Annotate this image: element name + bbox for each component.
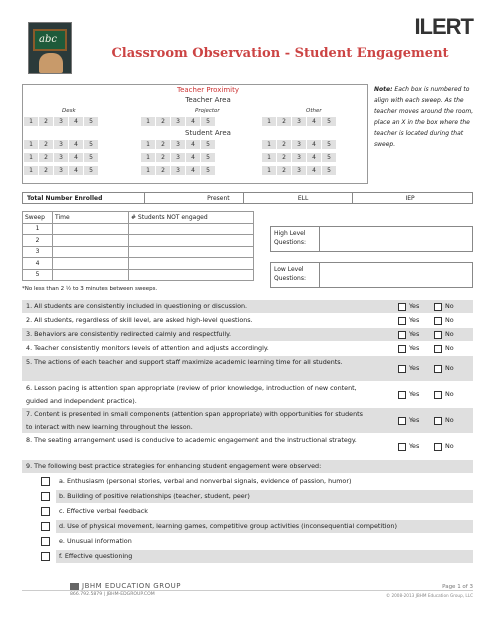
proximity-cell[interactable]: 4	[186, 153, 201, 162]
footer-brand	[70, 582, 181, 590]
strategy-item	[22, 549, 473, 564]
no-checkbox[interactable]	[434, 391, 442, 399]
proximity-cell[interactable]: 1	[262, 140, 277, 149]
time-cell[interactable]	[53, 235, 129, 247]
total-enrolled-field[interactable]: Total Number Enrolled	[23, 193, 145, 203]
jbhm-logo-icon	[70, 583, 79, 590]
observation-item	[22, 314, 473, 328]
proximity-cell[interactable]: 3	[171, 153, 186, 162]
proximity-cell[interactable]: 4	[307, 140, 322, 149]
other-label: Other	[306, 108, 322, 114]
proximity-cell[interactable]: 2	[277, 153, 292, 162]
proximity-cell[interactable]: 2	[156, 153, 171, 162]
observation-item	[22, 300, 473, 314]
proximity-cell[interactable]: 5	[322, 117, 337, 126]
student-area-label: Student Area	[185, 129, 231, 137]
proximity-cell[interactable]: 2	[277, 140, 292, 149]
ell-field[interactable]: ELL	[244, 193, 354, 203]
proximity-cell[interactable]: 4	[307, 166, 322, 175]
proximity-cell[interactable]: 1	[141, 153, 156, 162]
student-area-row	[24, 140, 99, 149]
proximity-cell[interactable]: 3	[292, 166, 307, 175]
footer-brand-text: JBHM EDUCATION GROUP	[82, 582, 181, 590]
page-title: Classroom Observation - Student Engagement	[111, 46, 449, 61]
proximity-cell[interactable]: 1	[24, 140, 39, 149]
time-cell[interactable]	[53, 246, 129, 258]
yes-label: Yes	[409, 416, 420, 424]
observation-item	[22, 460, 473, 474]
sweep-number: 5	[23, 269, 53, 281]
observation-item	[22, 328, 473, 342]
ilert-logo	[414, 14, 473, 40]
strategy-item	[22, 504, 473, 519]
proximity-cell[interactable]: 3	[171, 117, 186, 126]
proximity-cell[interactable]: 4	[69, 166, 84, 175]
proximity-cell[interactable]: 2	[156, 117, 171, 126]
no-checkbox[interactable]	[434, 317, 442, 325]
iep-field[interactable]: IEP	[405, 195, 415, 202]
observation-item	[22, 356, 473, 382]
footer-divider	[22, 590, 473, 591]
footer-copyright: © 2008-2013 JBHM Education Group, LLC	[385, 593, 473, 598]
proximity-cell[interactable]: 5	[201, 153, 216, 162]
proximity-cell[interactable]: 2	[39, 153, 54, 162]
proximity-cell[interactable]: 4	[307, 117, 322, 126]
proximity-cell[interactable]: 4	[69, 140, 84, 149]
proximity-cell[interactable]: 5	[322, 166, 337, 175]
sweep-number: 3	[23, 246, 53, 258]
yes-label: Yes	[409, 390, 420, 398]
observation-item	[22, 342, 473, 356]
proximity-cell[interactable]: 3	[171, 140, 186, 149]
sweep-table	[22, 211, 254, 281]
no-label: No	[445, 364, 454, 372]
footer-contact: 866.792.5879 | JBHM-EDGROUP.COM	[70, 592, 155, 597]
yes-label: Yes	[409, 442, 420, 450]
proximity-cell[interactable]: 2	[156, 166, 171, 175]
projector-label: Projector	[195, 108, 220, 114]
student-area-row	[141, 166, 216, 175]
proximity-cell[interactable]: 4	[307, 153, 322, 162]
proximity-cell[interactable]: 5	[201, 166, 216, 175]
no-checkbox[interactable]	[434, 365, 442, 373]
proximity-note	[374, 84, 474, 150]
sweep-number: 4	[23, 258, 53, 270]
yes-label: Yes	[409, 364, 420, 372]
item-text: 6. Lesson pacing is attention span appropriate (review of prior knowledge, introduction of new content, guided and independent practice).	[26, 384, 357, 405]
proximity-cell[interactable]: 1	[262, 166, 277, 175]
teacher-area-row	[24, 117, 99, 126]
proximity-cell[interactable]: 3	[292, 153, 307, 162]
not-engaged-cell[interactable]	[129, 235, 254, 247]
yes-checkbox[interactable]	[398, 417, 406, 425]
no-label: No	[445, 302, 454, 310]
proximity-cell[interactable]: 2	[39, 140, 54, 149]
desk-label: Desk	[62, 108, 76, 114]
proximity-cell[interactable]: 4	[186, 117, 201, 126]
student-area-row	[262, 166, 337, 175]
time-header: Time	[53, 212, 129, 224]
observation-item	[22, 434, 473, 460]
sweep-number: 1	[23, 223, 53, 235]
proximity-cell[interactable]: 5	[84, 140, 99, 149]
strategy-text: d. Use of physical movement, learning games, competitive group activities (inconsequential competition)	[56, 520, 473, 533]
proximity-cell[interactable]: 1	[262, 117, 277, 126]
item-text: 4. Teacher consistently monitors levels of attention and adjusts accordingly.	[26, 344, 269, 352]
proximity-cell[interactable]: 3	[292, 117, 307, 126]
strategy-item	[22, 519, 473, 534]
strategy-text: b. Building of positive relationships (teacher, student, peer)	[56, 490, 473, 503]
no-label: No	[445, 316, 454, 324]
proximity-cell[interactable]: 5	[201, 117, 216, 126]
proximity-cell[interactable]: 1	[24, 117, 39, 126]
strategy-checkbox[interactable]	[41, 537, 50, 546]
proximity-cell[interactable]: 1	[262, 153, 277, 162]
proximity-cell[interactable]: 5	[322, 153, 337, 162]
no-checkbox[interactable]	[434, 345, 442, 353]
item-text: 2. All students, regardless of skill level, are asked high-level questions.	[26, 316, 253, 324]
not-engaged-cell[interactable]	[129, 223, 254, 235]
proximity-cell[interactable]: 4	[186, 166, 201, 175]
proximity-cell[interactable]: 3	[54, 140, 69, 149]
teacher-area-row	[262, 117, 337, 126]
sweep-number: 2	[23, 235, 53, 247]
table-row	[23, 235, 254, 247]
proximity-cell[interactable]: 4	[69, 117, 84, 126]
yes-label: Yes	[409, 330, 420, 338]
yes-checkbox[interactable]	[398, 443, 406, 451]
no-label: No	[445, 330, 454, 338]
no-checkbox[interactable]	[434, 443, 442, 451]
abc-classroom-logo	[28, 22, 72, 74]
proximity-cell[interactable]: 3	[171, 166, 186, 175]
teacher-area-row	[141, 117, 216, 126]
student-area-row	[262, 153, 337, 162]
strategy-item	[22, 474, 473, 489]
student-area-row	[262, 140, 337, 149]
yes-checkbox[interactable]	[398, 303, 406, 311]
proximity-cell[interactable]: 3	[54, 166, 69, 175]
yes-checkbox[interactable]	[398, 317, 406, 325]
proximity-cell[interactable]: 4	[186, 140, 201, 149]
yes-label: Yes	[409, 316, 420, 324]
page-number: Page 1 of 3	[442, 584, 473, 590]
no-checkbox[interactable]	[434, 417, 442, 425]
proximity-cell[interactable]: 1	[141, 166, 156, 175]
proximity-cell[interactable]: 2	[39, 166, 54, 175]
table-row	[23, 258, 254, 270]
no-checkbox[interactable]	[434, 303, 442, 311]
yes-label: Yes	[409, 302, 420, 310]
strategy-text: e. Unusual information	[59, 537, 132, 545]
observation-item	[22, 382, 473, 408]
present-field[interactable]: Present	[145, 193, 244, 203]
high-level-questions-input[interactable]	[320, 226, 473, 252]
strategy-item	[22, 534, 473, 549]
item-text: 8. The seating arrangement used is conducive to academic engagement and the instructional strategy.	[26, 436, 357, 444]
proximity-cell[interactable]: 5	[84, 117, 99, 126]
no-checkbox[interactable]	[434, 331, 442, 339]
table-row	[23, 246, 254, 258]
time-cell[interactable]	[53, 258, 129, 270]
strategy-text: f. Effective questioning	[56, 550, 473, 563]
proximity-cell[interactable]: 3	[54, 117, 69, 126]
note-text: Each box is numbered to align with each sweep. As the teacher moves around the room, place an X in the box where the teacher is located during that sweep.	[374, 86, 474, 148]
yes-checkbox[interactable]	[398, 331, 406, 339]
proximity-cell[interactable]: 3	[54, 153, 69, 162]
strategy-text: a. Enthusiasm (personal stories, verbal and nonverbal signals, evidence of passion, humor)	[59, 477, 352, 485]
proximity-cell[interactable]: 2	[156, 140, 171, 149]
no-label: No	[445, 416, 454, 424]
low-level-questions-input[interactable]	[320, 262, 473, 288]
enrollment-totals-row	[22, 192, 473, 204]
item-text: 7. Content is presented in small components (attention span appropriate) with opportunities for students to interact with new learning throughout the lesson.	[26, 410, 363, 431]
yes-checkbox[interactable]	[398, 345, 406, 353]
strategy-text: c. Effective verbal feedback	[59, 507, 148, 515]
strategy-item	[22, 489, 473, 504]
proximity-cell[interactable]: 1	[141, 117, 156, 126]
item-text: 9. The following best practice strategies for enhancing student engagement were observed:	[26, 462, 322, 470]
high-level-questions-label: High Level Questions:	[270, 226, 320, 252]
not-engaged-cell[interactable]	[129, 246, 254, 258]
logo-board-text: abc	[39, 34, 57, 45]
no-label: No	[445, 390, 454, 398]
proximity-cell[interactable]: 2	[277, 117, 292, 126]
student-area-row	[141, 153, 216, 162]
teacher-area-label: Teacher Area	[185, 96, 231, 104]
proximity-cell[interactable]: 1	[24, 166, 39, 175]
strategy-checkbox[interactable]	[41, 492, 50, 501]
sweep-header: Sweep	[23, 212, 53, 224]
student-area-row	[141, 140, 216, 149]
not-engaged-cell[interactable]	[129, 269, 254, 281]
proximity-cell[interactable]: 3	[292, 140, 307, 149]
not-engaged-header: # Students NOT engaged	[129, 212, 254, 224]
no-label: No	[445, 344, 454, 352]
item-text: 1. All students are consistently included in questioning or discussion.	[26, 302, 248, 310]
proximity-cell[interactable]: 1	[24, 153, 39, 162]
time-cell[interactable]	[53, 223, 129, 235]
student-area-row	[24, 166, 99, 175]
note-bold: Note:	[374, 86, 393, 93]
ilert-logo-text: ILERT	[414, 14, 473, 39]
observation-items	[22, 300, 473, 564]
proximity-cell[interactable]: 5	[84, 153, 99, 162]
teacher-proximity-heading: Teacher Proximity	[176, 86, 239, 94]
strategy-checkbox[interactable]	[41, 477, 50, 486]
no-label: No	[445, 442, 454, 450]
low-level-questions-label: Low Level Questions:	[270, 262, 320, 288]
strategy-checkbox[interactable]	[41, 552, 50, 561]
sweep-note: *No less than 2 ½ to 3 minutes between sweeps.	[22, 286, 158, 292]
yes-checkbox[interactable]	[398, 365, 406, 373]
strategy-checkbox[interactable]	[41, 522, 50, 531]
proximity-cell[interactable]: 2	[39, 117, 54, 126]
yes-checkbox[interactable]	[398, 391, 406, 399]
proximity-cell[interactable]: 4	[69, 153, 84, 162]
student-area-row	[24, 153, 99, 162]
proximity-cell[interactable]: 5	[84, 166, 99, 175]
yes-label: Yes	[409, 344, 420, 352]
proximity-cell[interactable]: 5	[201, 140, 216, 149]
table-row	[23, 269, 254, 281]
strategy-checkbox[interactable]	[41, 507, 50, 516]
item-text: 3. Behaviors are consistently redirected calmly and respectfully.	[26, 330, 232, 338]
proximity-cell[interactable]: 5	[322, 140, 337, 149]
item-text: 5. The actions of each teacher and support staff maximize academic learning time for all students.	[26, 358, 343, 366]
proximity-cell[interactable]: 1	[141, 140, 156, 149]
observation-item	[22, 408, 473, 434]
table-row	[23, 223, 254, 235]
proximity-cell[interactable]: 2	[277, 166, 292, 175]
not-engaged-cell[interactable]	[129, 258, 254, 270]
time-cell[interactable]	[53, 269, 129, 281]
